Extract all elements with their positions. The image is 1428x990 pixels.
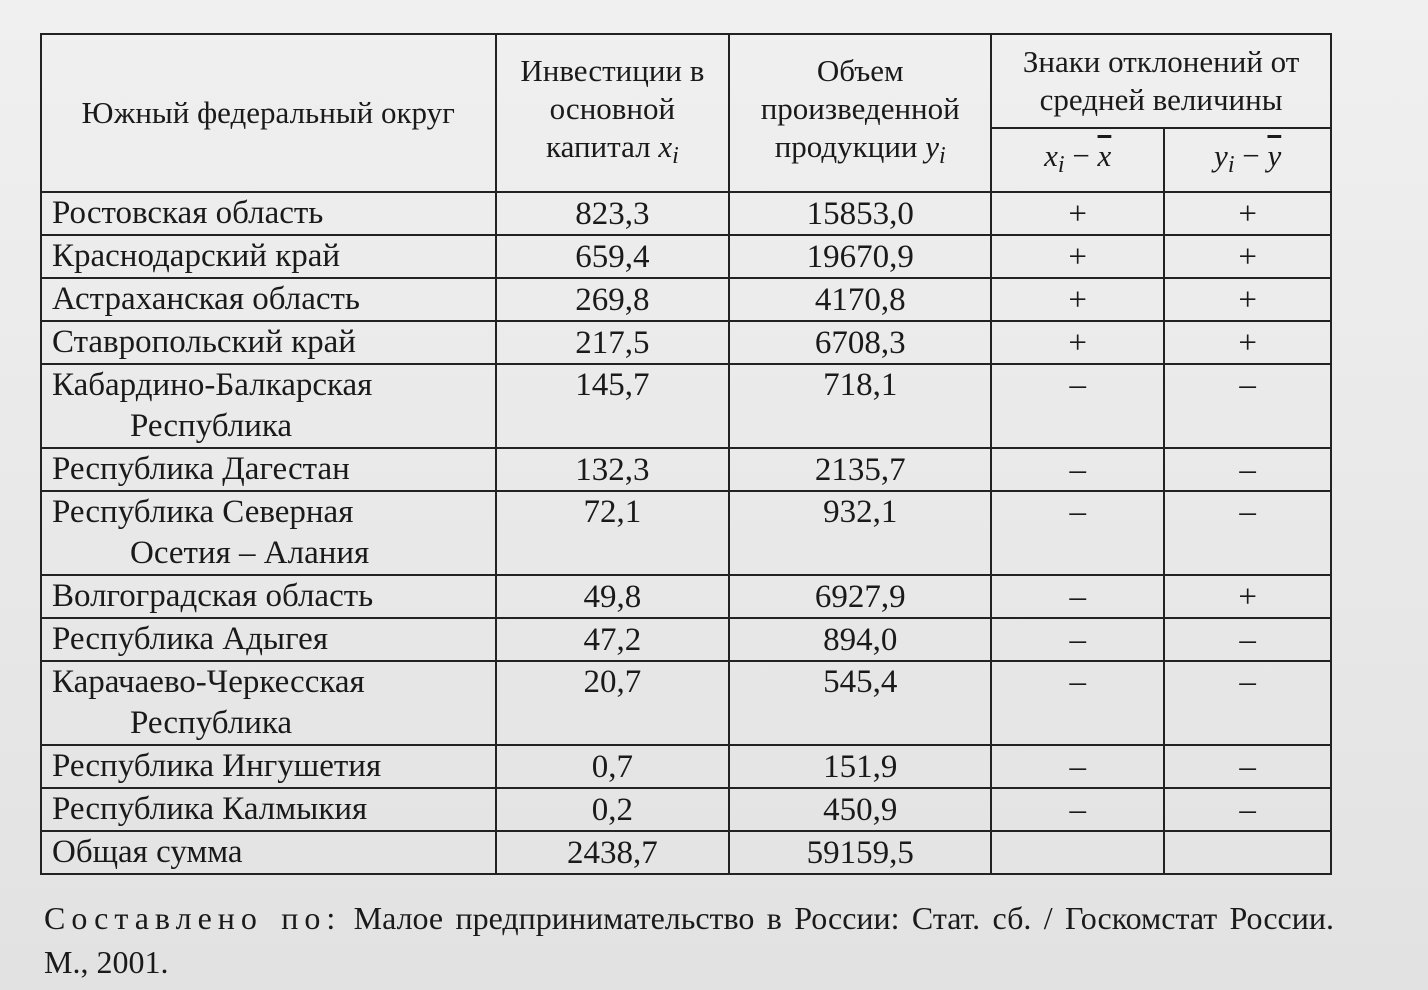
dev-x-minus: − (1064, 137, 1098, 173)
cell-investment: 47,2 (496, 618, 730, 661)
table-row (41, 235, 1331, 278)
region-name: Республика Северная (52, 494, 354, 530)
table-row (41, 278, 1331, 321)
header-volume (729, 34, 991, 192)
region-name: Республика Дагестан (52, 451, 350, 487)
cell-region (41, 661, 496, 745)
cell-sign-x: + (991, 278, 1164, 321)
cell-sign-x: – (991, 575, 1164, 618)
cell-investment: 132,3 (496, 448, 730, 491)
region-name: Карачаево-Черкесская (52, 664, 365, 700)
source-note (44, 896, 1334, 984)
cell-volume: 59159,5 (729, 831, 991, 874)
region-name: Кабардино-Балкарская (52, 367, 373, 403)
header-region (41, 34, 496, 192)
cell-region (41, 235, 496, 278)
cell-investment: 269,8 (496, 278, 730, 321)
table-row (41, 192, 1331, 235)
cell-investment: 145,7 (496, 364, 730, 448)
cell-investment: 0,7 (496, 745, 730, 788)
cell-investment: 2438,7 (496, 831, 730, 874)
dev-y-var: y (1214, 137, 1228, 173)
table-row (41, 661, 1331, 745)
dev-y-minus: − (1234, 137, 1268, 173)
header-investment-sub: i (672, 142, 679, 169)
region-name: Краснодарский край (52, 238, 341, 274)
cell-sign-y: + (1164, 321, 1331, 364)
cell-sign-y: – (1164, 788, 1331, 831)
cell-sign-y: + (1164, 278, 1331, 321)
region-name: Общая сумма (52, 834, 243, 870)
header-deviation-label: Знаки отклонений от средней величины (1022, 44, 1300, 117)
header-investment-var: x (658, 128, 673, 164)
table-row (41, 831, 1331, 874)
region-name: Волгоградская область (52, 578, 374, 614)
cell-sign-y: – (1164, 448, 1331, 491)
region-name-line2: Республика (130, 408, 293, 444)
dev-y-mean: $\overline{y}$ (1267, 137, 1282, 173)
cell-region (41, 321, 496, 364)
region-name: Республика Калмыкия (52, 791, 368, 827)
data-table (40, 33, 1332, 875)
cell-sign-y: – (1164, 745, 1331, 788)
cell-region (41, 788, 496, 831)
cell-volume: 15853,0 (729, 192, 991, 235)
cell-volume: 718,1 (729, 364, 991, 448)
cell-sign-y: – (1164, 618, 1331, 661)
header-deviation-group (991, 34, 1331, 128)
table-row (41, 745, 1331, 788)
cell-sign-x: – (991, 448, 1164, 491)
header-investment (496, 34, 730, 192)
cell-volume: 19670,9 (729, 235, 991, 278)
cell-volume: 2135,7 (729, 448, 991, 491)
table-row (41, 575, 1331, 618)
header-volume-var: y (925, 128, 940, 164)
cell-investment: 823,3 (496, 192, 730, 235)
source-label: Составлено по: (44, 900, 342, 936)
table-body (41, 192, 1331, 874)
source-text: Малое предпринимательство в России: Стат. сб. / Госкомстат России. М., 2001. (44, 900, 1335, 980)
cell-volume: 151,9 (729, 745, 991, 788)
cell-sign-y: – (1164, 491, 1331, 575)
header-region-label: Южный федеральный округ (81, 95, 455, 130)
region-name-line2: Осетия – Алания (130, 535, 370, 571)
cell-volume: 450,9 (729, 788, 991, 831)
cell-investment: 20,7 (496, 661, 730, 745)
table-row (41, 448, 1331, 491)
cell-sign-x: + (991, 235, 1164, 278)
cell-investment: 72,1 (496, 491, 730, 575)
header-investment-label: Инвестиции в основной капитал (520, 52, 705, 164)
cell-sign-y: + (1164, 192, 1331, 235)
cell-region (41, 278, 496, 321)
cell-sign-y: + (1164, 575, 1331, 618)
dev-y-sub: i (1227, 151, 1235, 178)
region-name: Республика Адыгея (52, 621, 329, 657)
cell-sign-y (1164, 831, 1331, 874)
cell-region (41, 831, 496, 874)
cell-sign-y: + (1164, 235, 1331, 278)
cell-sign-x: – (991, 788, 1164, 831)
cell-sign-x: + (991, 192, 1164, 235)
cell-region (41, 491, 496, 575)
cell-region (41, 618, 496, 661)
cell-sign-x (991, 831, 1164, 874)
cell-investment: 0,2 (496, 788, 730, 831)
dev-x-mean: $\overline{x}$ (1097, 137, 1112, 173)
cell-sign-x: – (991, 491, 1164, 575)
cell-sign-x: – (991, 364, 1164, 448)
cell-sign-x: – (991, 745, 1164, 788)
header-volume-sub: i (939, 142, 946, 169)
table-row (41, 321, 1331, 364)
cell-sign-x: – (991, 618, 1164, 661)
dev-x-sub: i (1057, 151, 1065, 178)
region-name: Астраханская область (52, 281, 360, 317)
header-dev-y (1164, 128, 1331, 192)
cell-investment: 217,5 (496, 321, 730, 364)
cell-region (41, 745, 496, 788)
cell-volume: 894,0 (729, 618, 991, 661)
table-row (41, 788, 1331, 831)
region-name: Республика Ингушетия (52, 748, 382, 784)
cell-volume: 932,1 (729, 491, 991, 575)
cell-volume: 6708,3 (729, 321, 991, 364)
cell-volume: 545,4 (729, 661, 991, 745)
cell-sign-y: – (1164, 364, 1331, 448)
cell-region (41, 448, 496, 491)
region-name-line2: Республика (130, 705, 293, 741)
cell-volume: 4170,8 (729, 278, 991, 321)
cell-region (41, 364, 496, 448)
dev-x-var: x (1044, 137, 1058, 173)
cell-region (41, 192, 496, 235)
cell-sign-y: – (1164, 661, 1331, 745)
cell-volume: 6927,9 (729, 575, 991, 618)
cell-sign-x: – (991, 661, 1164, 745)
cell-sign-x: + (991, 321, 1164, 364)
cell-investment: 659,4 (496, 235, 730, 278)
header-dev-x (991, 128, 1164, 192)
header-volume-label: Объем произведенной продукции (760, 52, 960, 164)
cell-investment: 49,8 (496, 575, 730, 618)
region-name: Ставропольский край (52, 324, 356, 360)
cell-region (41, 575, 496, 618)
region-name: Ростовская область (52, 195, 324, 231)
table-row (41, 491, 1331, 575)
table-row (41, 618, 1331, 661)
table-row (41, 364, 1331, 448)
